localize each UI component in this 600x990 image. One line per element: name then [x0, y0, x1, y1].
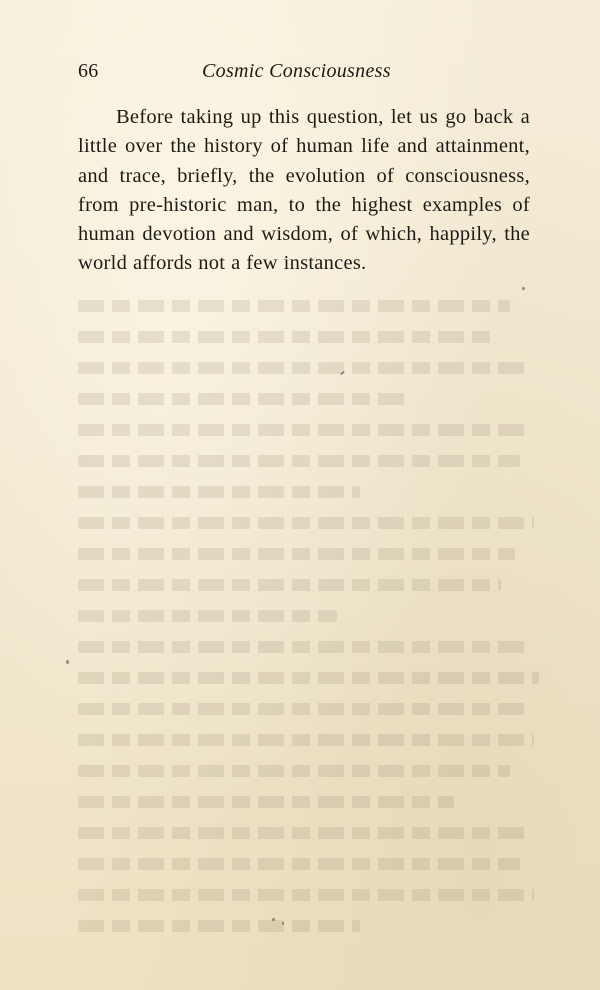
- page-number: 66: [78, 60, 99, 82]
- page-header: [78, 60, 528, 88]
- ink-speck: [66, 660, 69, 664]
- ink-speck: [522, 287, 525, 290]
- show-through-text: [78, 300, 548, 940]
- ink-speck: [340, 371, 345, 376]
- ink-speck: [272, 918, 275, 921]
- running-head: Cosmic Consciousness: [202, 60, 391, 82]
- ink-speck: [282, 922, 284, 925]
- body-paragraph: Before taking up this question, let us go back a little over the history of human life and attainment, and trace, briefly, the evolution of consciousness, from pre-historic man, to the highest examples of human devotion and wisdom, of which, happily, the world affords not a few instances.: [78, 106, 530, 275]
